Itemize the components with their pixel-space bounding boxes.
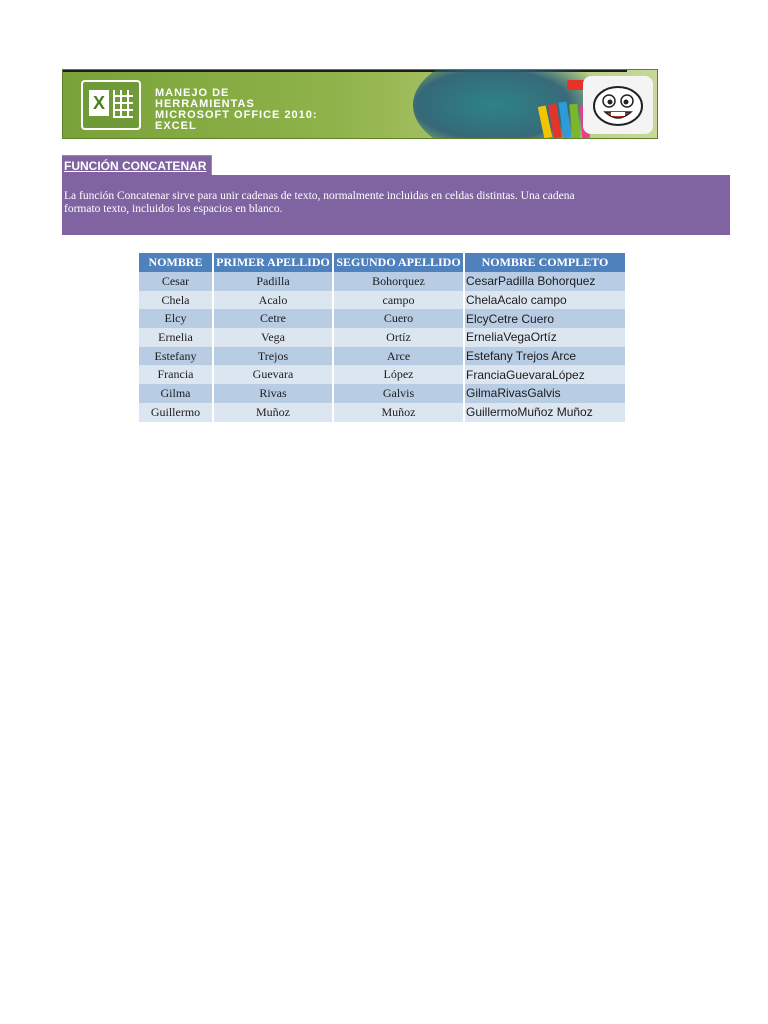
mascot-face-icon (591, 84, 645, 128)
cell-segundo-apellido[interactable]: Ortíz (334, 328, 463, 347)
table-row (139, 365, 625, 384)
table-row (139, 309, 625, 328)
cell-segundo-apellido[interactable]: Bohorquez (334, 272, 463, 291)
table-row (139, 272, 625, 291)
cell-nombre[interactable]: Guillermo (139, 403, 212, 422)
cell-primer-apellido[interactable]: Padilla (214, 272, 332, 291)
cell-nombre[interactable]: Elcy (139, 309, 212, 328)
description-line-2: formato texto, incluidos los espacios en blanco. (64, 203, 283, 215)
cell-nombre-completo[interactable]: CesarPadilla Bohorquez (465, 272, 625, 291)
cell-primer-apellido[interactable]: Cetre (214, 309, 332, 328)
cell-primer-apellido[interactable]: Trejos (214, 347, 332, 366)
cell-nombre-completo[interactable]: GuillermoMuñoz Muñoz (465, 403, 625, 422)
header-primer-apellido: PRIMER APELLIDO (214, 253, 332, 272)
table-row (139, 403, 625, 422)
description-line-1: La función Concatenar sirve para unir cadenas de texto, normalmente incluidas en celdas distintas. Una cadena (64, 190, 575, 202)
cell-nombre[interactable]: Estefany (139, 347, 212, 366)
cell-nombre-completo[interactable]: FranciaGuevaraLópez (465, 365, 625, 384)
cell-segundo-apellido[interactable]: Arce (334, 347, 463, 366)
header-banner (62, 69, 658, 139)
mascot-illustration (583, 76, 653, 134)
table-header-row (139, 253, 625, 272)
table-row (139, 291, 625, 310)
cell-nombre[interactable]: Cesar (139, 272, 212, 291)
excel-grid-icon (113, 90, 133, 118)
cell-primer-apellido[interactable]: Acalo (214, 291, 332, 310)
header-segundo-apellido: SEGUNDO APELLIDO (334, 253, 463, 272)
table-row (139, 347, 625, 366)
banner-title: MANEJO DE HERRAMIENTAS MICROSOFT OFFICE 2010: EXCEL (155, 87, 318, 132)
table-row (139, 384, 625, 403)
cell-segundo-apellido[interactable]: Muñoz (334, 403, 463, 422)
cell-primer-apellido[interactable]: Muñoz (214, 403, 332, 422)
cell-segundo-apellido[interactable]: Cuero (334, 309, 463, 328)
header-nombre: NOMBRE (139, 253, 212, 272)
cell-nombre-completo[interactable]: ErneliaVegaOrtíz (465, 328, 625, 347)
excel-logo-icon (81, 80, 141, 130)
cell-nombre[interactable]: Chela (139, 291, 212, 310)
excel-x-letter: X (89, 90, 109, 116)
cell-nombre-completo[interactable]: Estefany Trejos Arce (465, 347, 625, 366)
cell-nombre-completo[interactable]: ChelaAcalo campo (465, 291, 625, 310)
section-tab-title: FUNCIÓN CONCATENAR (62, 155, 212, 175)
concatenate-table (137, 253, 627, 422)
cell-primer-apellido[interactable]: Guevara (214, 365, 332, 384)
table-row (139, 328, 625, 347)
cell-nombre-completo[interactable]: ElcyCetre Cuero (465, 309, 625, 328)
cell-primer-apellido[interactable]: Rivas (214, 384, 332, 403)
cell-nombre[interactable]: Gilma (139, 384, 212, 403)
cell-nombre-completo[interactable]: GilmaRivasGalvis (465, 384, 625, 403)
cell-segundo-apellido[interactable]: campo (334, 291, 463, 310)
cell-nombre[interactable]: Ernelia (139, 328, 212, 347)
cell-primer-apellido[interactable]: Vega (214, 328, 332, 347)
cell-nombre[interactable]: Francia (139, 365, 212, 384)
cell-segundo-apellido[interactable]: López (334, 365, 463, 384)
description-box (62, 175, 730, 235)
header-nombre-completo: NOMBRE COMPLETO (465, 253, 625, 272)
cell-segundo-apellido[interactable]: Galvis (334, 384, 463, 403)
